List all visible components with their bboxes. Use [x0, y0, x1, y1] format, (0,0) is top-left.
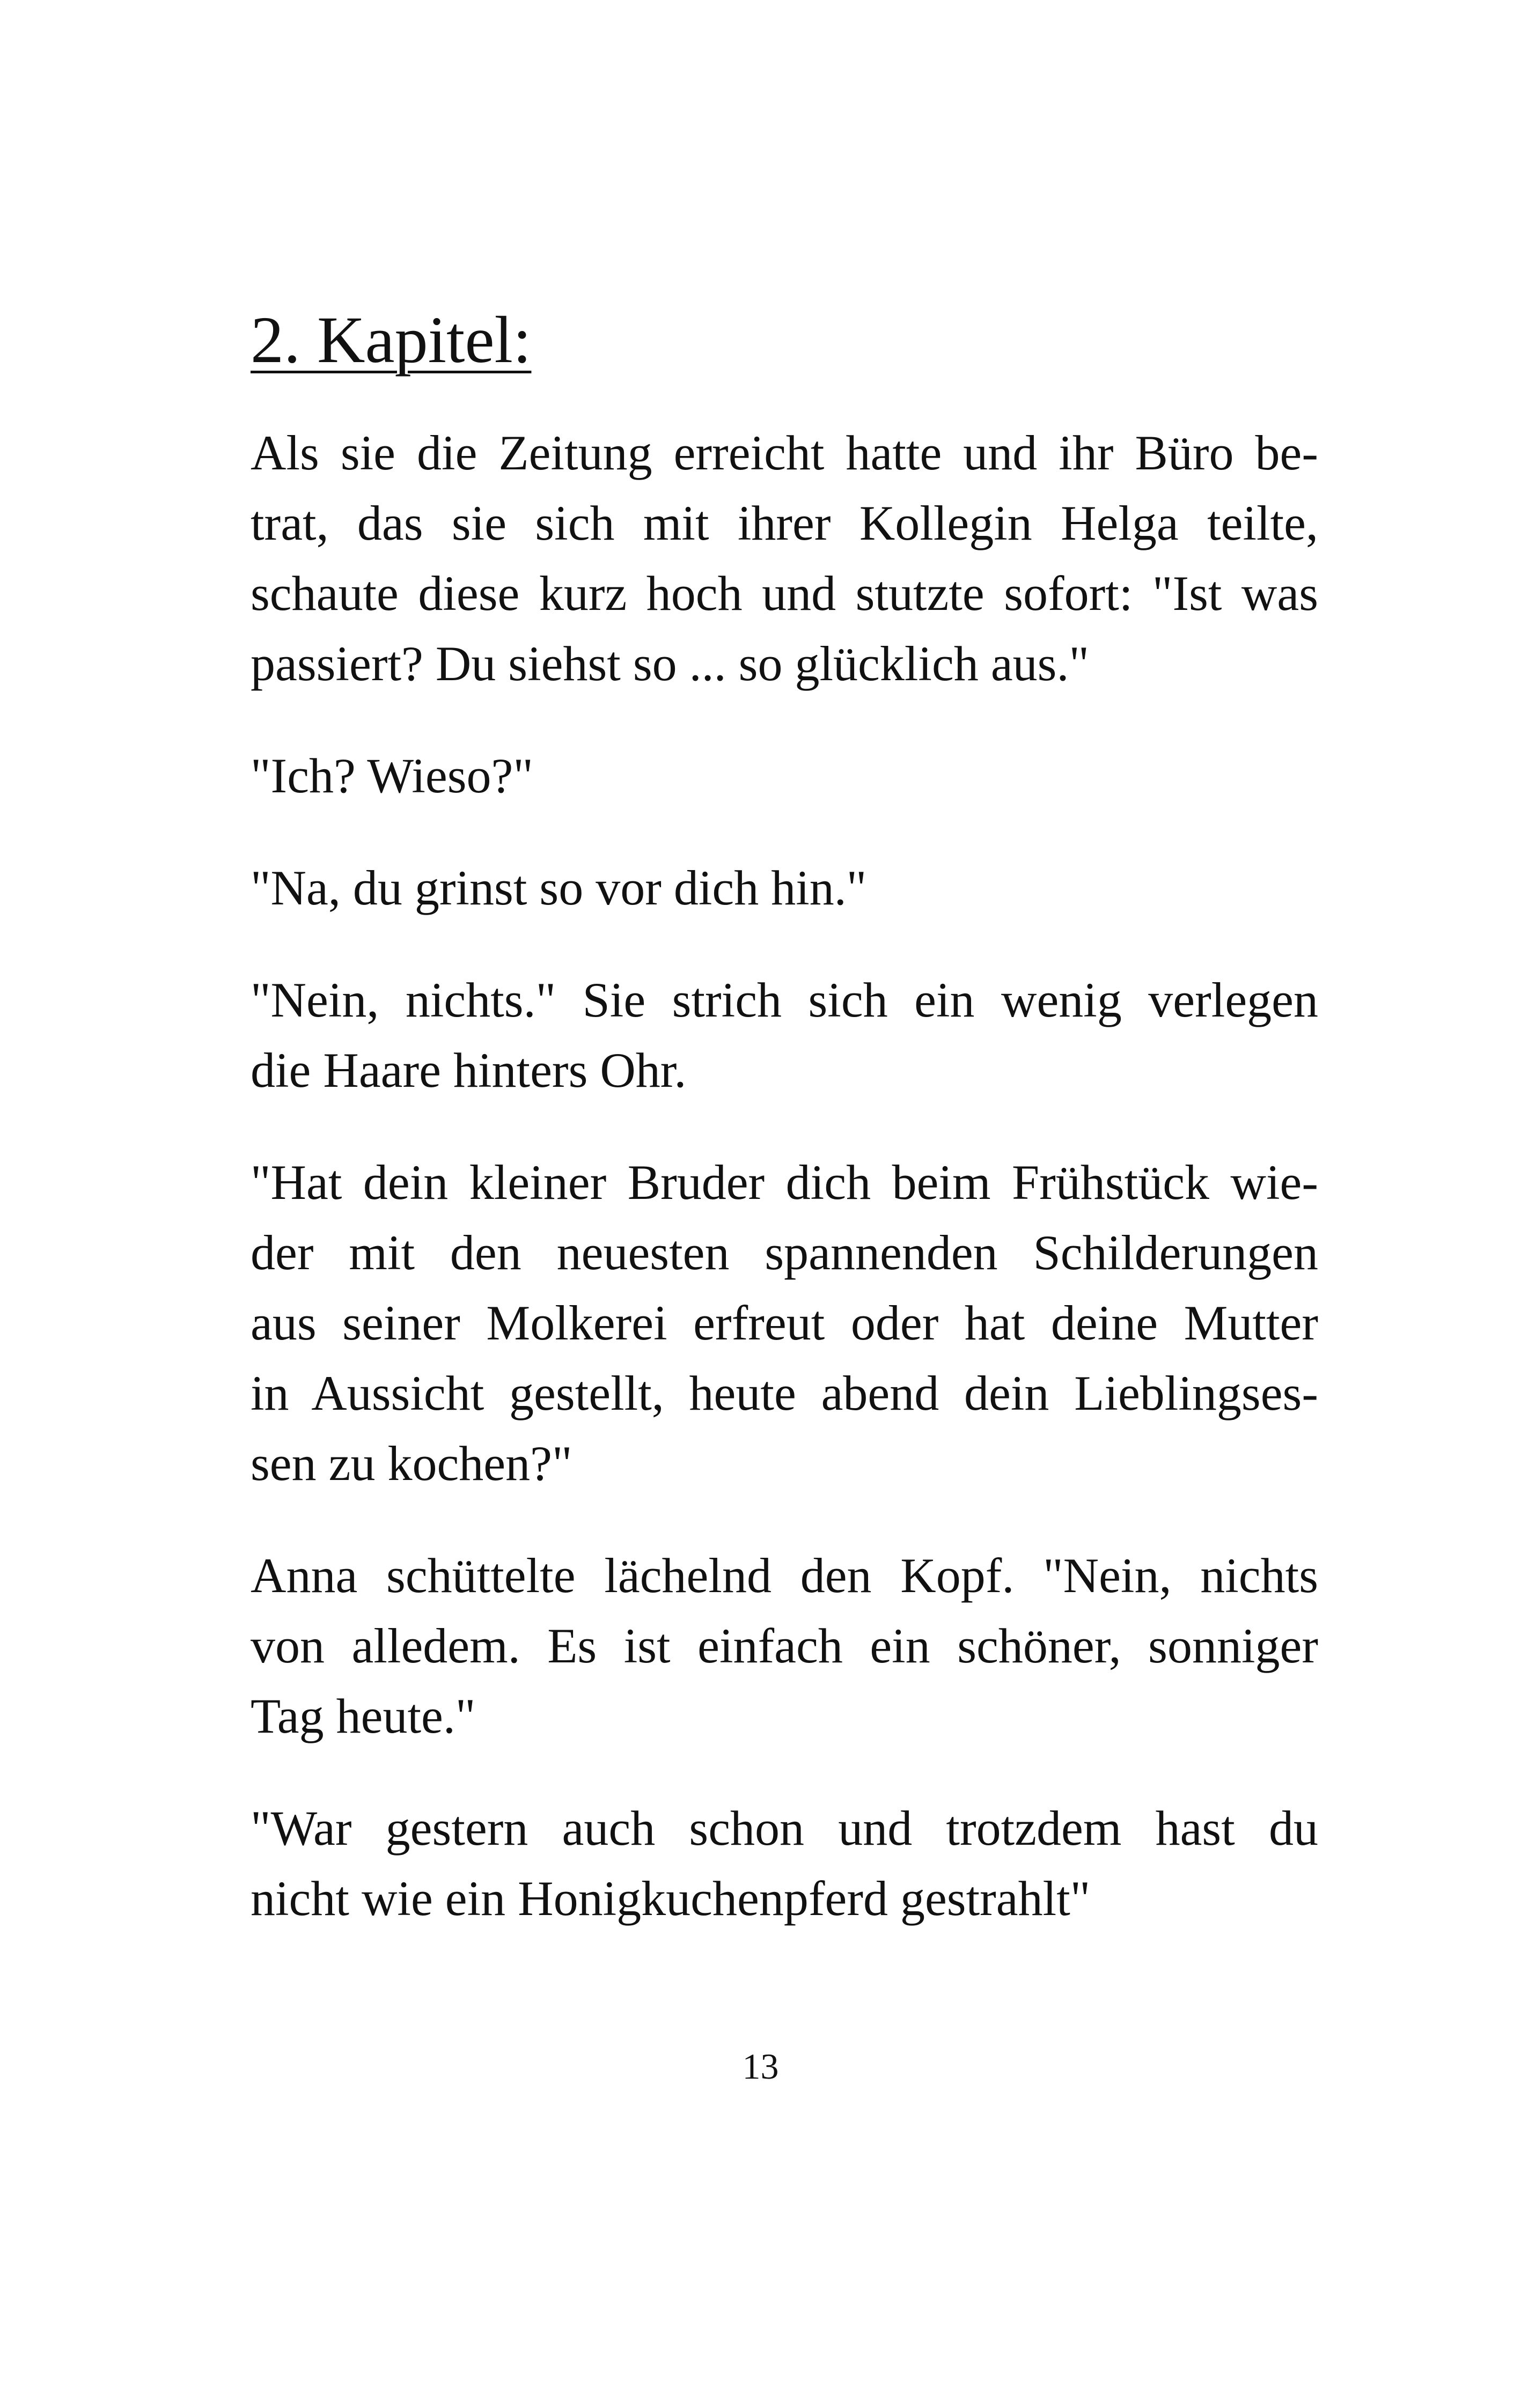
text-line: Als sie die Zeitung erreicht hatte und ihr Büro be-: [251, 425, 1318, 480]
paragraph: [251, 741, 1318, 811]
text-line: "Ich? Wieso?": [251, 748, 533, 803]
text-line: Tag heute.": [251, 1688, 476, 1743]
body-text: [251, 418, 1318, 1934]
text-line: schaute diese kurz hoch und stutzte sofort: "Ist was: [251, 565, 1318, 621]
text-line: "Nein, nichts." Sie strich sich ein wenig verlegen: [251, 972, 1318, 1027]
chapter-title: 2. Kapitel:: [251, 303, 532, 377]
text-line: Anna schüttelte lächelnd den Kopf. "Nein, nichts: [251, 1548, 1318, 1603]
text-line: aus seiner Molkerei erfreut oder hat deine Mutter: [251, 1295, 1318, 1350]
paragraph: [251, 853, 1318, 923]
text-line: "Hat dein kleiner Bruder dich beim Frühstück wie-: [251, 1154, 1318, 1210]
page-content: [251, 300, 1318, 1976]
paragraph: [251, 1793, 1318, 1934]
paragraph: [251, 965, 1318, 1106]
text-line: nicht wie ein Honigkuchenpferd gestrahlt": [251, 1871, 1091, 1926]
text-line: sen zu kochen?": [251, 1435, 572, 1491]
paragraph: [251, 1147, 1318, 1499]
page-number: 13: [742, 2046, 779, 2087]
paragraph: [251, 1541, 1318, 1751]
text-line: "War gestern auch schon und trotzdem hast du: [251, 1800, 1318, 1855]
text-line: passiert? Du siehst so ... so glücklich aus.": [251, 636, 1090, 691]
text-line: in Aussicht gestellt, heute abend dein Lieblingses-: [251, 1365, 1318, 1420]
text-line: der mit den neuesten spannenden Schilderungen: [251, 1225, 1318, 1280]
text-line: trat, das sie sich mit ihrer Kollegin Helga teilte,: [251, 495, 1318, 550]
text-line: "Na, du grinst so vor dich hin.": [251, 860, 867, 915]
text-line: die Haare hinters Ohr.: [251, 1042, 687, 1098]
paragraph: [251, 418, 1318, 699]
text-line: von alledem. Es ist einfach ein schöner, sonniger: [251, 1618, 1318, 1673]
